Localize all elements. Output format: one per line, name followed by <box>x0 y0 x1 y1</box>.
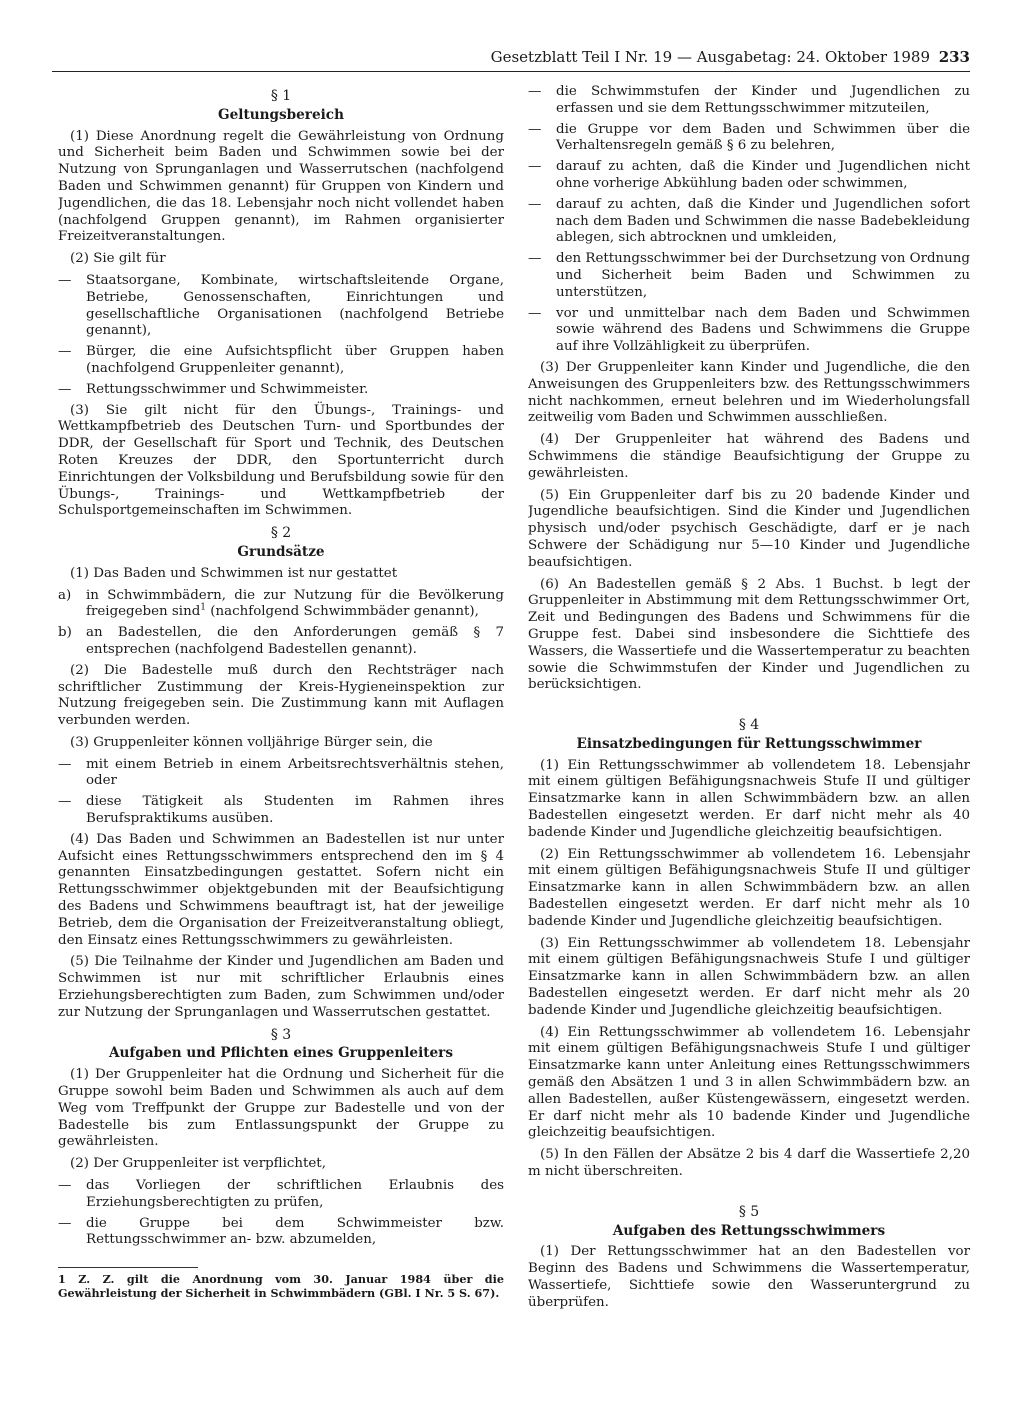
dash-marker: — <box>528 84 542 99</box>
dash-marker: — <box>528 305 542 321</box>
section-title: Geltungsbereich <box>218 106 344 123</box>
list-item-text: die Schwimmstufen der Kinder und Jugendlichen zu erfassen und sie dem Rettungsschwimmer mitzuteilen, <box>556 84 970 116</box>
list-item <box>528 159 970 193</box>
paragraph: (4) Ein Rettungsschwimmer ab vollendetem 16. Lebensjahr mit einem gültigen Befähigungsnachweis Stufe I und gültiger Einsatzmarke kann unter Anleitung eines Rettungsschwimmers gemäß den Absätzen 1 und 3 in allen Schwimmbädern bzw. an allen Badestellen, außer Küstengewässern, eingesetzt werden. Er darf nicht mehr als 10 badende Kinder und Jugendliche gleichzeitig beaufsichtigen. <box>528 1024 970 1141</box>
paragraph: (2) Der Gruppenleiter ist verpflichtet, <box>70 1156 326 1172</box>
list-item <box>58 1178 504 1212</box>
paragraph: (3) Gruppenleiter können volljährige Bürger sein, die <box>70 734 433 750</box>
list-item-text: diese Tätigkeit als Studenten im Rahmen ihres Berufspraktikums ausüben. <box>86 794 504 827</box>
paragraph: (2) Sie gilt für <box>70 251 166 267</box>
dash-marker: — <box>528 251 542 267</box>
list-item-text: die Gruppe vor dem Baden und Schwimmen über die Verhaltensregeln gemäß § 6 zu belehren, <box>556 121 970 154</box>
section-title: Aufgaben des Rettungsschwimmers <box>612 1222 886 1239</box>
dash-marker: — <box>528 196 542 212</box>
list-item-text: Rettungsschwimmer und Schwimmeister. <box>86 381 369 397</box>
dash-marker: — <box>58 756 72 772</box>
list-item <box>528 122 970 156</box>
page-header <box>0 44 970 70</box>
paragraph: (3) Sie gilt nicht für den Übungs-, Trainings- und Wettkampfbetrieb des Deutschen Turn- und Sportbundes der DDR, der Gesellschaft für Sport und Technik, des Deutschen Roten Kreuzes der DDR, den Sportunterricht durch Einrichtungen der Volksbildung und Berufsbildung sowie für den Übungs-, Trainings- und Wettkampfbetrieb der Schulsportgemeinschaften im Schwimmen. <box>58 402 504 519</box>
list-item <box>528 251 970 301</box>
section-title: Einsatzbedingungen für Rettungsschwimmer <box>576 735 922 752</box>
list-item <box>528 197 970 247</box>
header-title: Gesetzblatt Teil I Nr. 19 — Ausgabetag: 24. Oktober 1989 <box>490 48 930 66</box>
section-number: § 4 <box>738 717 760 734</box>
dash-marker: — <box>58 381 72 397</box>
paragraph: (1) Das Baden und Schwimmen ist nur gestattet <box>70 565 398 581</box>
dash-marker: — <box>528 121 542 137</box>
dash-marker: — <box>58 794 72 810</box>
section-number: § 5 <box>738 1203 760 1220</box>
paragraph: (5) In den Fällen der Absätze 2 bis 4 darf die Wassertiefe 2,20 m nicht überschreiten. <box>528 1147 970 1180</box>
paragraph: (2) Ein Rettungsschwimmer ab vollendetem 16. Lebensjahr mit einem gültigen Befähigungsnachweis Stufe II und gültiger Einsatzmarke kann in allen Schwimmbädern bzw. an allen Badestellen eingesetzt werden. Er darf nicht mehr als 10 badende Kinder und Jugendliche gleichzeitig beaufsichtigen. <box>528 846 970 929</box>
paragraph: (1) Diese Anordnung regelt die Gewährleistung von Ordnung und Sicherheit beim Baden und Schwimmen sowie bei der Nutzung von Sprunganlagen und Wasserrutschen (nachfolgend Baden und Schwimmen genannt) für Gruppen von Kindern und Jugendlichen, die das 18. Lebensjahr noch nicht vollendet haben (nachfolgend Gruppen genannt), im Rahmen organisierter Freizeitveranstaltungen. <box>58 128 504 245</box>
paragraph: (4) Das Baden und Schwimmen an Badestellen ist nur unter Aufsicht eines Rettungsschwimmers entsprechend den im § 4 genannten Einsatzbedingungen gestattet. Sofern nicht ein Rettungsschwimmer objektgebunden mit der Beaufsichtigung des Badens und Schwimmens beauftragt ist, hat der jeweilige Betrieb, dem die Organisation der Freizeitveranstaltung obliegt, den Einsatz eines Rettungsschwimmers zu gewährleisten. <box>58 831 504 948</box>
list-item <box>58 382 504 399</box>
spacer <box>528 699 970 713</box>
list-item <box>58 344 504 378</box>
paragraph: (3) Ein Rettungsschwimmer ab vollendetem 18. Lebensjahr mit einem gültigen Befähigungsnachweis Stufe I und gültiger Einsatzmarke kann in allen Schwimmbädern bzw. an allen Badestellen eingesetzt werden. Er darf nicht mehr als 20 badende Kinder und Jugendliche gleichzeitig beaufsichtigen. <box>528 935 970 1018</box>
list-item-text: (nachfolgend Schwimmbäder genannt), <box>206 604 479 620</box>
list-item-text: vor und unmittelbar nach dem Baden und Schwimmen sowie während des Badens und Schwimmens die Gruppe auf ihre Vollzähligkeit zu überprüfen. <box>556 305 970 355</box>
dash-marker: — <box>58 1178 72 1194</box>
dash-marker: — <box>58 272 72 288</box>
paragraph: (1) Der Gruppenleiter hat die Ordnung und Sicherheit für die Gruppe sowohl beim Baden und Schwimmen als auch auf dem Weg vom Treffpunkt der Gruppe zur Badestelle und von der Badestelle bis zum Entlassungspunkt der Gruppe zu gewährleisten. <box>58 1067 504 1150</box>
section-number: § 1 <box>270 88 292 104</box>
dash-marker: — <box>528 159 542 175</box>
list-item <box>58 588 504 622</box>
list-item-text: die Gruppe bei dem Schwimmeister bzw. Rettungsschwimmer an- bzw. abzumelden, <box>86 1215 504 1248</box>
letter-marker: b) <box>58 625 72 641</box>
list-item <box>58 273 504 340</box>
list-item <box>58 757 504 791</box>
list-item-text: das Vorliegen der schriftlichen Erlaubnis des Erziehungsberechtigten zu prüfen, <box>86 1178 504 1210</box>
paragraph: (1) Der Rettungsschwimmer hat an den Badestellen vor Beginn des Badens und Schwimmens die Wassertemperatur, Wassertiefe, Sichttiefe sowie den Wasseruntergrund zu überprüfen. <box>528 1244 970 1310</box>
list-item <box>528 84 970 118</box>
list-item <box>528 306 970 356</box>
right-column <box>528 84 970 1389</box>
page-number: 233 <box>938 48 970 66</box>
section-title: Grundsätze <box>237 543 325 560</box>
header-rule <box>52 71 970 72</box>
list-item-text: darauf zu achten, daß die Kinder und Jugendlichen nicht ohne vorherige Abkühlung baden oder schwimmen, <box>556 159 970 191</box>
section-number: § 3 <box>270 1026 292 1043</box>
list-item-text: Bürger, die eine Aufsichtspflicht über Gruppen haben (nachfolgend Gruppenleiter genannt), <box>86 344 504 376</box>
list-item-text: den Rettungsschwimmer bei der Durchsetzung von Ordnung und Sicherheit beim Baden und Schwimmen zu unterstützen, <box>556 251 970 300</box>
section-number: § 2 <box>270 525 292 542</box>
paragraph: (2) Die Badestelle muß durch den Rechtsträger nach schriftlicher Zustimmung der Kreis-Hygieneinspektion zur Nutzung freigegeben sein. Die Zustimmung kann mit Auflagen verbunden werden. <box>58 662 504 729</box>
list-item-text: Staatsorgane, Kombinate, wirtschaftsleitende Organe, Betriebe, Genossenschaften, Einrichtungen und gesellschaftliche Organisationen (nachfolgend Betriebe genannt), <box>86 272 504 339</box>
paragraph: (1) Ein Rettungsschwimmer ab vollendetem 18. Lebensjahr mit einem gültigen Befähigungsnachweis Stufe II und gültiger Einsatzmarke kann in allen Schwimmbädern bzw. an allen Badestellen eingesetzt werden. Er darf nicht mehr als 40 badende Kinder und Jugendliche gleichzeitig beaufsichtigen. <box>528 757 970 840</box>
paragraph: (6) An Badestellen gemäß § 2 Abs. 1 Buchst. b legt der Gruppenleiter in Abstimmung mit dem Rettungsschwimmer Ort, Zeit und Bedingungen des Badens und Schwimmens für die Gruppe fest. Dabei sind insbesondere die Sichttiefe des Wassers, die Wassertiefe und die Wassertemperatur zu beachten sowie die Schwimmstufen der Kinder und Jugendlichen zu berücksichtigen. <box>528 576 970 693</box>
footnote-ref: 1 <box>200 602 207 613</box>
footnote-rule <box>58 1267 504 1301</box>
list-item-text: an Badestellen, die den Anforderungen gemäß § 7 entsprechen (nachfolgend Badestellen genannt). <box>86 625 504 657</box>
paragraph: (5) Ein Gruppenleiter darf bis zu 20 badende Kinder und Jugendliche beaufsichtigen. Sind die Kinder und Jugendlichen physisch und/oder psychisch Geschädigte, darf er je nach Schwere der Schädigung nur 5—10 Kinder und Jugendliche beaufsichtigen. <box>528 487 970 570</box>
dash-marker: — <box>58 1215 72 1231</box>
dash-marker: — <box>58 344 72 360</box>
left-column <box>58 84 504 1389</box>
paragraph: (5) Die Teilnahme der Kinder und Jugendlichen am Baden und Schwimmen ist nur mit schriftlicher Erlaubnis eines Erziehungsberechtigten zum Baden, zum Schwimmen und/oder zur Nutzung der Sprunganlagen und Wasserrutschen gestattet. <box>58 954 504 1020</box>
paragraph: (4) Der Gruppenleiter hat während des Badens und Schwimmens die ständige Beaufsichtigung der Gruppe zu gewährleisten. <box>528 432 970 481</box>
list-item <box>58 1216 504 1250</box>
paragraph: (3) Der Gruppenleiter kann Kinder und Jugendliche, die den Anweisungen des Gruppenleiters bzw. des Rettungsschwimmers nicht nachkommen, erneut belehren und im Wiederholungsfall zeitweilig vom Baden und Schwimmen ausschließen. <box>528 359 970 426</box>
list-item-text: in Schwimmbädern, die zur Nutzung für die Bevölkerung freigegeben sind <box>86 587 504 620</box>
list-item-text: mit einem Betrieb in einem Arbeitsrechtsverhältnis stehen, oder <box>86 756 504 789</box>
list-item <box>58 625 504 659</box>
letter-marker: a) <box>58 587 72 603</box>
footnote: 1 Z. Z. gilt die Anordnung vom 30. Januar 1984 über die Gewährleistung der Sicherheit in Schwimmbädern (GBl. I Nr. 5 S. 67). <box>58 1272 504 1301</box>
list-item-text: darauf zu achten, daß die Kinder und Jugendlichen sofort nach dem Baden und Schwimmen die nasse Badebekleidung ablegen, sich abtrocknen und umkleiden, <box>556 196 970 246</box>
spacer <box>528 1186 970 1200</box>
section-title: Aufgaben und Pflichten eines Gruppenleiters <box>109 1045 453 1062</box>
list-item <box>58 794 504 828</box>
